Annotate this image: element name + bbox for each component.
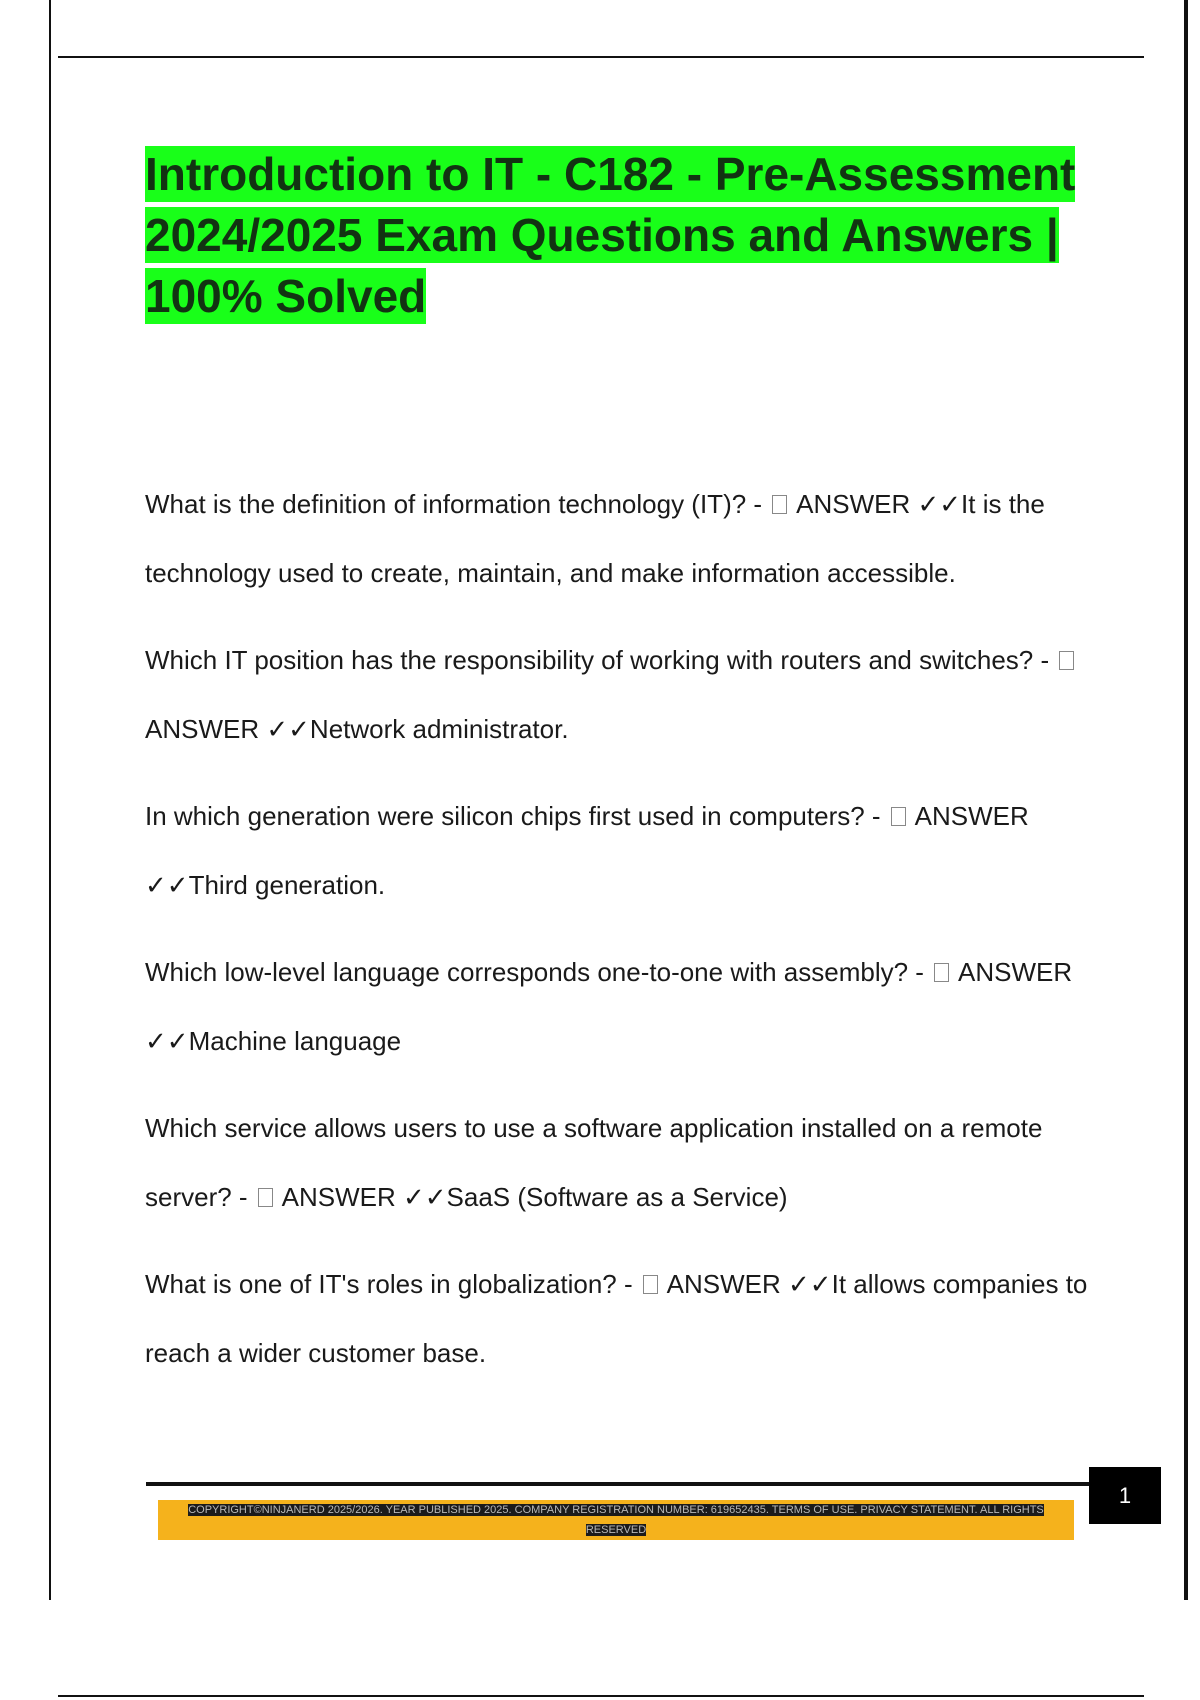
question-text: What is the definition of information technology (IT)? - — [145, 489, 763, 519]
answer-label: ANSWER ✓✓ — [145, 714, 310, 744]
qa-item — [145, 626, 1095, 764]
qa-item — [145, 782, 1095, 920]
answer-label: ANSWER ✓✓ — [145, 801, 1029, 900]
header-rule — [58, 56, 1144, 58]
answer-label: ANSWER ✓✓ — [796, 489, 962, 519]
checkbox-glyph-icon — [891, 807, 906, 826]
answer-text: It is the technology used to create, maintain, and make information accessible. — [145, 489, 1045, 588]
page-bottom-rule — [58, 1695, 1144, 1697]
checkbox-glyph-icon — [1059, 651, 1074, 670]
qa-item — [145, 470, 1095, 608]
question-text: What is one of IT's roles in globalization? - — [145, 1269, 633, 1299]
qa-item — [145, 938, 1095, 1076]
page-border-left — [49, 0, 51, 1600]
document-title-text: Introduction to IT - C182 - Pre-Assessment 2024/2025 Exam Questions and Answers | 100% Solved — [145, 148, 1076, 322]
answer-text: Network administrator. — [309, 714, 569, 744]
answer-text: It allows companies to reach a wider customer base. — [145, 1269, 1088, 1368]
checkbox-glyph-icon — [772, 495, 787, 514]
answer-text: Machine language — [188, 1026, 402, 1056]
checkbox-glyph-icon — [643, 1275, 658, 1294]
page-number: 1 — [1089, 1467, 1161, 1524]
question-text: Which service allows users to use a software application installed on a remote server? - — [145, 1113, 1043, 1212]
copyright-text: COPYRIGHT©NINJANERD 2025/2026. YEAR PUBLISHED 2025. COMPANY REGISTRATION NUMBER: 619652435. TERMS OF USE. PRIVACY STATEMENT. ALL RIGHTS RESERVED — [188, 1504, 1044, 1536]
checkbox-glyph-icon — [258, 1188, 273, 1207]
checkbox-glyph-icon — [934, 963, 949, 982]
document-title — [145, 144, 1085, 327]
question-text: Which low-level language corresponds one-to-one with assembly? - — [145, 957, 924, 987]
qa-item — [145, 1250, 1095, 1388]
answer-text: Third generation. — [188, 870, 386, 900]
answer-label: ANSWER ✓✓ — [145, 957, 1073, 1056]
copyright-notice — [158, 1500, 1074, 1540]
answer-label: ANSWER ✓✓ — [666, 1269, 832, 1299]
qa-item — [145, 1094, 1095, 1232]
answer-text: SaaS (Software as a Service) — [446, 1182, 788, 1212]
qa-list — [145, 470, 1095, 1406]
footer-rule — [146, 1482, 1091, 1486]
answer-label: ANSWER ✓✓ — [281, 1182, 447, 1212]
question-text: Which IT position has the responsibility of working with routers and switches? - — [145, 645, 1050, 675]
page-border-right — [1184, 0, 1188, 1600]
question-text: In which generation were silicon chips first used in computers? - — [145, 801, 881, 831]
